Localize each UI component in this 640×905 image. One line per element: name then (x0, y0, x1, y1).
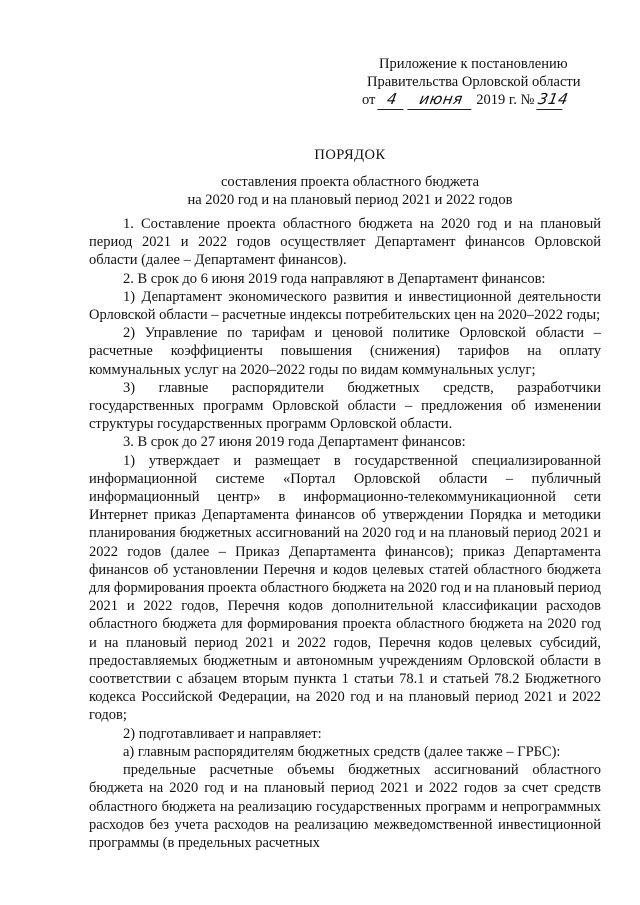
approval-header (362, 56, 602, 110)
handwritten-number: 314 (536, 90, 570, 108)
date-prefix: от (362, 92, 376, 108)
date-year: 2019 г. № (476, 92, 535, 108)
paragraph: 3) главные распорядители бюджетных средств, разработчики государственных программ Орловской области – предложения об изменении структуры государственных программ Орловской области. (89, 379, 601, 433)
title-subtitle-1: составления проекта областного бюджета (220, 174, 480, 190)
paragraph: 2) Управление по тарифам и ценовой политике Орловской области – расчетные коэффициенты повышения (снижения) тарифов на оплату коммунальных услуг на 2020–2022 годы по видам коммунальных услуг; (89, 325, 601, 378)
document-title (90, 146, 610, 209)
title-heading: ПОРЯДОК (314, 147, 386, 163)
title-subtitle-2: на 2020 год и на плановый период 2021 и 2022 годов (187, 192, 513, 208)
header-date-line (362, 91, 602, 110)
paragraph: а) главным распорядителям бюджетных средств (далее также – ГРБС): (123, 743, 561, 760)
handwritten-day: 4 (377, 91, 406, 110)
document-body (89, 215, 601, 852)
paragraph: 2. В срок до 6 июня 2019 года направляют в Департамент финансов: (123, 270, 546, 287)
paragraph: 1) утверждает и размещает в государственной специализированной информационной системе «Портал Орловской области – публичный информационный центр» в информационно-телекоммуникационной сети Интернет приказ Департамента финансов об утверждении Порядка и методики планирования бюджетных ассигнований на 2020 год и на плановый период 2021 и 2022 годов (далее – Приказ Департамента финансов); приказ Департамента финансов об установлении Перечня и кодов целевых статей областного бюджета для формирования проекта областного бюджета на 2020 год и на плановый период 2021 и 2022 годов, Перечня кодов дополнительной классификации расходов областного бюджета для формирования проекта областного бюджета на 2020 год и на плановый период 2021 и 2022 годов, Перечня кодов целевых субсидий, предоставляемых бюджетным и автономным учреждениям Орловской области в соответствии с абзацем вторым пункта 1 статьи 78.1 и статьей 78.2 Бюджетного кодекса Российской Федерации, на 2020 год и на плановый период 2021 и 2022 годов; (89, 452, 601, 724)
paragraph: 2) подготавливает и направляет: (123, 725, 322, 742)
header-line-2: Правительства Орловской области (367, 73, 581, 90)
paragraph: предельные расчетные объемы бюджетных ассигнований областного бюджета на 2020 год и на плановый период 2021 и 2022 годов за счет средств областного бюджета на реализацию государственных программ и непрограммных расходов без учета расходов на реализацию межведомственной инвестиционной программы (в предельных расчетных (89, 762, 601, 851)
paragraph: 1. Составление проекта областного бюджета на 2020 год и на плановый период 2021 и 2022 годов осуществляет Департамент финансов Орловской области (далее – Департамент финансов). (89, 216, 601, 269)
handwritten-month: июня (407, 91, 474, 110)
header-line-1: Приложение к постановлению (379, 56, 568, 72)
paragraph: 1) Департамент экономического развития и инвестиционной деятельности Орловской области – расчетные индексы потребительских цен на 2020–2022 годы; (89, 288, 601, 324)
paragraph: 3. В срок до 27 июня 2019 года Департамент финансов: (123, 434, 466, 451)
